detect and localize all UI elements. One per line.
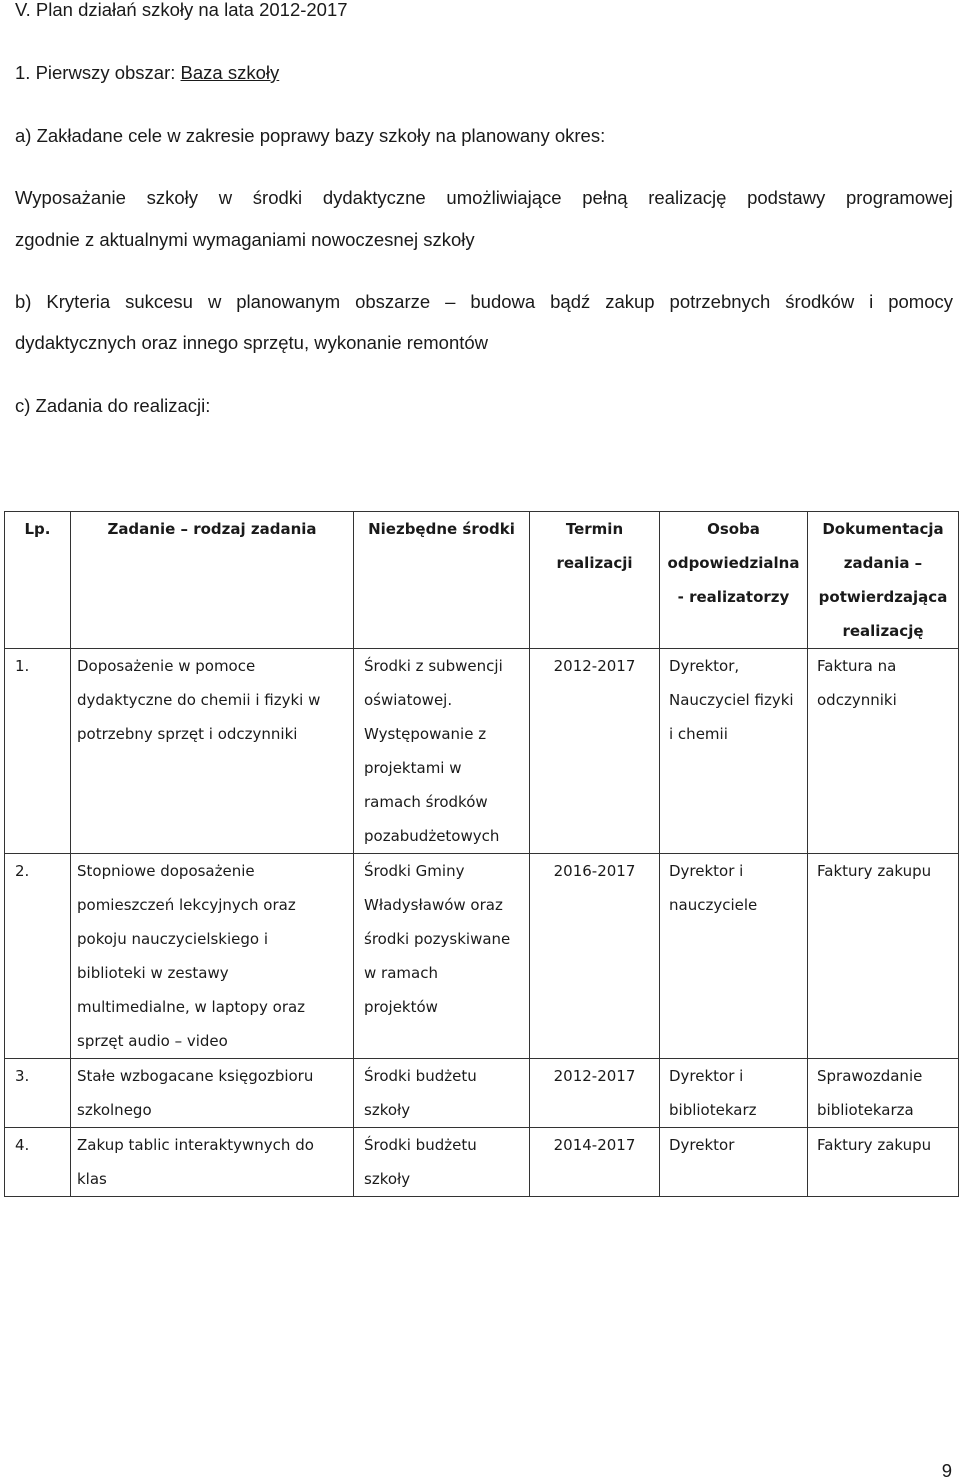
table-row bbox=[5, 1128, 959, 1197]
cell-line: odczynniki bbox=[817, 691, 897, 709]
word: i bbox=[869, 291, 874, 312]
cell-line: Faktury zakupu bbox=[817, 862, 932, 880]
cell-line: Środki budżetu bbox=[364, 1136, 477, 1154]
word: realizację bbox=[648, 187, 727, 208]
cell-line: środki pozyskiwane bbox=[364, 930, 511, 948]
cell-task bbox=[71, 649, 354, 854]
word: Wyposażanie bbox=[15, 187, 126, 208]
cell-term: 2014-2017 bbox=[530, 1128, 660, 1197]
cell-line: projektami w bbox=[364, 759, 462, 777]
table-row bbox=[5, 854, 959, 1059]
cell-line: Zadanie – rodzaj zadania bbox=[107, 520, 317, 538]
word: – bbox=[445, 291, 456, 312]
cell-term: 2012-2017 bbox=[530, 649, 660, 854]
word: dydaktyczne bbox=[322, 187, 426, 208]
word: Kryteria bbox=[46, 291, 111, 312]
tasks-heading: c) Zadania do realizacji: bbox=[15, 395, 211, 416]
cell-documentation bbox=[808, 1059, 959, 1128]
goals-heading: a) Zakładane cele w zakresie poprawy bazy szkoły na planowany okres: bbox=[15, 125, 606, 146]
cell-person bbox=[660, 854, 808, 1059]
header-task bbox=[71, 512, 354, 649]
tasks-table bbox=[4, 511, 959, 1197]
cell-line: Zakup tablic interaktywnych do bbox=[77, 1136, 314, 1154]
word: pełną bbox=[582, 187, 628, 208]
cell-lp: 1. bbox=[5, 649, 71, 854]
word: środków bbox=[785, 291, 855, 312]
cell-person bbox=[660, 649, 808, 854]
cell-line: oświatowej. bbox=[364, 691, 453, 709]
cell-line: realizację bbox=[842, 622, 924, 640]
word: planowanym bbox=[236, 291, 341, 312]
header-lp bbox=[5, 512, 71, 649]
table-row bbox=[5, 1059, 959, 1128]
header-documentation bbox=[808, 512, 959, 649]
cell-line: Środki budżetu bbox=[364, 1067, 477, 1085]
cell-line: Władysławów oraz bbox=[364, 896, 503, 914]
cell-person bbox=[660, 1059, 808, 1128]
header-person bbox=[660, 512, 808, 649]
cell-line: klas bbox=[77, 1170, 107, 1188]
cell-documentation bbox=[808, 854, 959, 1059]
word: budowa bbox=[470, 291, 536, 312]
cell-line: potwierdzająca bbox=[818, 588, 948, 606]
cell-line: Środki z subwencji bbox=[364, 657, 503, 675]
word: obszarze bbox=[355, 291, 431, 312]
cell-line: szkolnego bbox=[77, 1101, 152, 1119]
cell-task bbox=[71, 1059, 354, 1128]
cell-line: Sprawozdanie bbox=[817, 1067, 923, 1085]
cell-line: Nauczyciel fizyki bbox=[669, 691, 794, 709]
area-title bbox=[15, 61, 279, 85]
cell-line: odpowiedzialna bbox=[667, 554, 800, 572]
word: szkoły bbox=[146, 187, 199, 208]
word: podstawy bbox=[747, 187, 826, 208]
word: b) bbox=[15, 291, 32, 312]
cell-line: szkoły bbox=[364, 1170, 411, 1188]
cell-line: Stałe wzbogacane księgozbioru bbox=[77, 1067, 314, 1085]
cell-line: - realizatorzy bbox=[677, 588, 790, 606]
cell-line: potrzebny sprzęt i odczynniki bbox=[77, 725, 298, 743]
word: w bbox=[207, 291, 222, 312]
cell-line: Doposażenie w pomoce bbox=[77, 657, 256, 675]
cell-line: biblioteki w zestawy bbox=[77, 964, 229, 982]
cell-line: Dyrektor i bbox=[669, 862, 744, 880]
cell-line: Termin bbox=[565, 520, 624, 538]
header-resources bbox=[354, 512, 530, 649]
word: potrzebnych bbox=[669, 291, 771, 312]
word: bądź bbox=[550, 291, 591, 312]
cell-line: Niezbędne środki bbox=[368, 520, 515, 538]
cell-line: projektów bbox=[364, 998, 438, 1016]
goals-text-line-2: zgodnie z aktualnymi wymaganiami nowoczesnej szkoły bbox=[15, 229, 475, 250]
criteria-line-1 bbox=[15, 290, 953, 314]
cell-line: bibliotekarz bbox=[669, 1101, 757, 1119]
cell-line: i chemii bbox=[669, 725, 728, 743]
word: środki bbox=[252, 187, 303, 208]
cell-line: realizacji bbox=[556, 554, 633, 572]
cell-term: 2016-2017 bbox=[530, 854, 660, 1059]
cell-line: Dyrektor bbox=[669, 1136, 735, 1154]
page-number: 9 bbox=[941, 1460, 952, 1481]
cell-resources bbox=[354, 1059, 530, 1128]
cell-line: bibliotekarza bbox=[817, 1101, 914, 1119]
cell-term: 2012-2017 bbox=[530, 1059, 660, 1128]
cell-line: Dyrektor, bbox=[669, 657, 740, 675]
area-name: Baza szkoły bbox=[180, 62, 280, 83]
cell-person bbox=[660, 1128, 808, 1197]
cell-line: sprzęt audio – video bbox=[77, 1032, 228, 1050]
header-term bbox=[530, 512, 660, 649]
cell-line: nauczyciele bbox=[669, 896, 758, 914]
cell-line: pokoju nauczycielskiego i bbox=[77, 930, 269, 948]
section-heading: V. Plan działań szkoły na lata 2012-2017 bbox=[15, 0, 348, 20]
cell-task bbox=[71, 854, 354, 1059]
cell-documentation bbox=[808, 1128, 959, 1197]
cell-line: pomieszczeń lekcyjnych oraz bbox=[77, 896, 296, 914]
cell-line: Dyrektor i bbox=[669, 1067, 744, 1085]
word: sukcesu bbox=[125, 291, 193, 312]
table-row bbox=[5, 649, 959, 854]
cell-resources bbox=[354, 649, 530, 854]
word: programowej bbox=[845, 187, 953, 208]
area-prefix: 1. Pierwszy obszar: bbox=[15, 62, 181, 83]
cell-lp: 4. bbox=[5, 1128, 71, 1197]
cell-line: Faktura na bbox=[817, 657, 897, 675]
criteria-line-2: dydaktycznych oraz innego sprzętu, wykonanie remontów bbox=[15, 332, 489, 353]
cell-line: pozabudżetowych bbox=[364, 827, 500, 845]
cell-line: Środki Gminy bbox=[364, 862, 465, 880]
cell-line: Faktury zakupu bbox=[817, 1136, 932, 1154]
cell-resources bbox=[354, 1128, 530, 1197]
cell-line: Osoba bbox=[707, 520, 760, 538]
cell-documentation bbox=[808, 649, 959, 854]
cell-line: multimedialne, w laptopy oraz bbox=[77, 998, 306, 1016]
cell-line: Stopniowe doposażenie bbox=[77, 862, 255, 880]
word: w bbox=[218, 187, 233, 208]
goals-text-line-1 bbox=[15, 186, 953, 210]
cell-line: Lp. bbox=[24, 520, 51, 538]
word: umożliwiające bbox=[446, 187, 562, 208]
cell-line: zadania – bbox=[843, 554, 923, 572]
word: pomocy bbox=[888, 291, 953, 312]
cell-line: dydaktyczne do chemii i fizyki w bbox=[77, 691, 321, 709]
cell-line: szkoły bbox=[364, 1101, 411, 1119]
cell-lp: 3. bbox=[5, 1059, 71, 1128]
cell-resources bbox=[354, 854, 530, 1059]
table-header-row bbox=[5, 512, 959, 649]
cell-line: ramach środków bbox=[364, 793, 488, 811]
word: zakup bbox=[605, 291, 655, 312]
cell-lp: 2. bbox=[5, 854, 71, 1059]
cell-line: Dokumentacja bbox=[822, 520, 944, 538]
cell-task bbox=[71, 1128, 354, 1197]
cell-line: w ramach bbox=[364, 964, 438, 982]
cell-line: Występowanie z bbox=[364, 725, 487, 743]
